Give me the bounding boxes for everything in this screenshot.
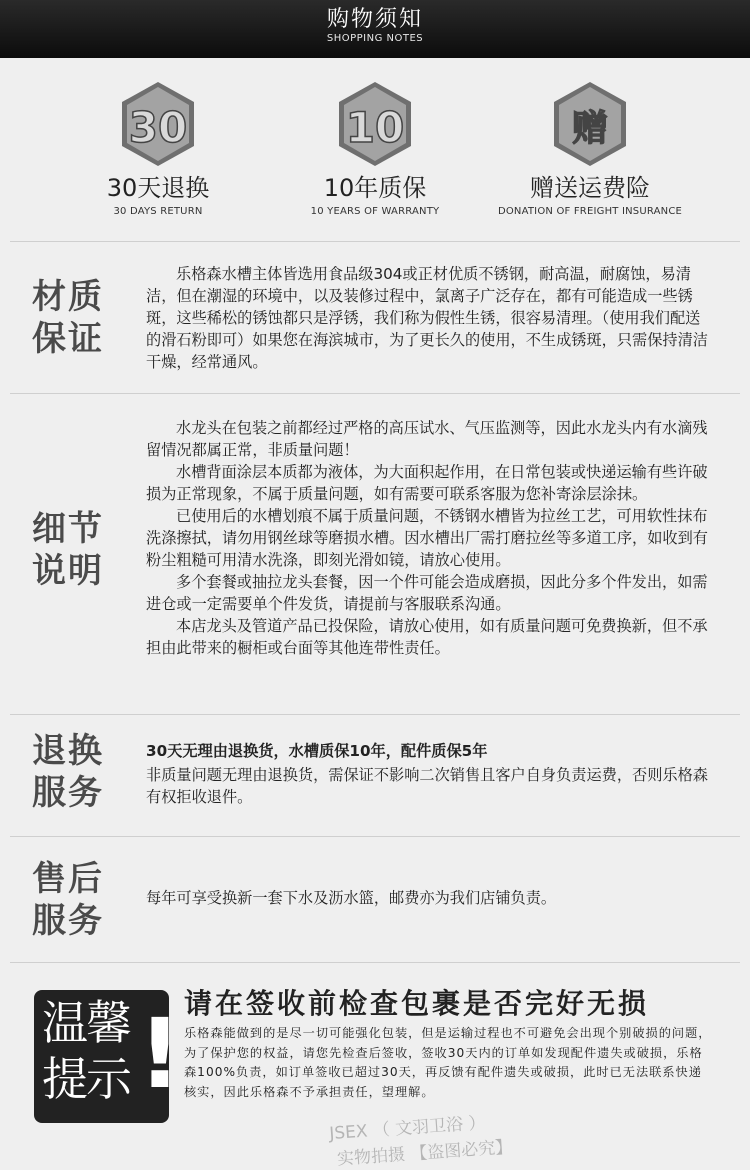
details-paragraph: 水龙头在包装之前都经过严格的高压试水、气压监测等，因此水龙头内有水滴残留情况都属正常，非质量问题！: [146, 419, 708, 459]
service-badges: [0, 80, 750, 230]
section-label-material: 材质 保证: [32, 277, 104, 359]
hexagon-10-icon: [335, 80, 415, 168]
divider: [10, 393, 740, 394]
badge-title: 10年质保: [323, 174, 427, 202]
details-text: [146, 417, 712, 659]
svg-text:30: 30: [128, 103, 188, 152]
section-label-return: 退换 服务: [32, 731, 104, 813]
divider: [10, 714, 740, 715]
hexagon-gift-icon: [550, 80, 630, 168]
reminder-text: 乐格森能做到的是尽一切可能强化包装，但是运输过程也不可避免会出现个别破损的问题，为了保护您的权益，请您先检查后签收，签收30天内的订单如发现配件遗失或破损，乐格森100%负责，如订单签收已超过30天，再反馈有配件遗失或破损，此时已无法联系快递核实，因此乐格森不予承担责任，望理解。: [184, 1026, 712, 1099]
badge-title: 赠送运费险: [530, 174, 650, 202]
details-paragraph: 已使用后的水槽划痕不属于质量问题，不锈钢水槽皆为拉丝工艺，可用软性抹布洗涤擦拭，请勿用钢丝球等磨损水槽。因水槽出厂需打磨拉丝等多道工序，如收到有粉尘粗糙可用清水洗涤，即刻光滑如镜，请放心使用。: [146, 507, 708, 569]
return-headline: 30天无理由退换货，水槽质保10年，配件质保5年: [146, 742, 488, 760]
page-title: 购物须知: [326, 7, 423, 32]
badge-10-years-warranty: [265, 80, 485, 219]
material-text: 乐格森水槽主体皆选用食品级304或正材优质不锈钢，耐高温，耐腐蚀，易清洁，但在潮湿的环境中，以及装修过程中，氯离子广泛存在，都有可能造成一些锈斑，这些稀松的锈蚀都只是浮锈，我们称为假性生锈，很容易清理。（使用我们配送的滑石粉即可）如果您在海滨城市，为了更长久的使用，不生成锈斑，只需保持清洁干燥，经常通风。: [146, 265, 708, 371]
details-paragraph: 本店龙头及管道产品已投保险，请放心使用，如有质量问题可免费换新，但不承担由此带来的橱柜或台面等其他连带性责任。: [146, 617, 708, 657]
reminder-title: 请在签收前检查包裹是否完好无损: [184, 987, 650, 1020]
details-paragraph: 多个套餐或抽拉龙头套餐，因一个件可能会造成磨损，因此分多个件发出，如需进仓或一定需要单个件发货，请提前与客服联系沟通。: [146, 573, 708, 613]
badge-title: 30天退换: [106, 174, 210, 202]
reminder-badge: 温馨 提示 !: [34, 990, 169, 1123]
badge-30-days-return: [48, 80, 268, 219]
after-sales-text: 每年可享受换新一套下水及沥水篮，邮费亦为我们店铺负责。: [146, 889, 557, 907]
svg-text:赠: 赠: [571, 108, 609, 149]
header-banner: [0, 0, 750, 58]
hexagon-30-icon: [118, 80, 198, 168]
divider: [10, 241, 740, 242]
badge-subtitle: 30 DAYS RETURN: [113, 206, 203, 217]
badge-subtitle: DONATION OF FREIGHT INSURANCE: [497, 206, 683, 217]
svg-text:10: 10: [345, 103, 405, 152]
section-label-details: 细节 说明: [32, 509, 104, 591]
badge-freight-insurance: [480, 80, 700, 219]
divider: [10, 836, 740, 837]
return-text: 30天无理由退换货，水槽质保10年，配件质保5年 非质量问题无理由退换货，需保证不影响二次销售且客户自身负责运费，否则乐格森有权拒收退件。: [146, 740, 712, 808]
section-label-after-sales: 售后 服务: [32, 859, 104, 941]
divider: [10, 962, 740, 963]
badge-subtitle: 10 YEARS OF WARRANTY: [310, 206, 440, 217]
page-subtitle: SHOPPING NOTES: [326, 33, 424, 44]
watermark: JSEX （ 文羽卫浴 ） 实物拍摄 【盗图必究】: [328, 1113, 513, 1170]
details-paragraph: 水槽背面涂层本质都为液体，为大面积起作用，在日常包装或快递运输有些许破损为正常现象，不属于质量问题，如有需要可联系客服为您补寄涂层涂抹。: [146, 463, 708, 503]
exclamation-icon: !: [138, 998, 182, 1110]
